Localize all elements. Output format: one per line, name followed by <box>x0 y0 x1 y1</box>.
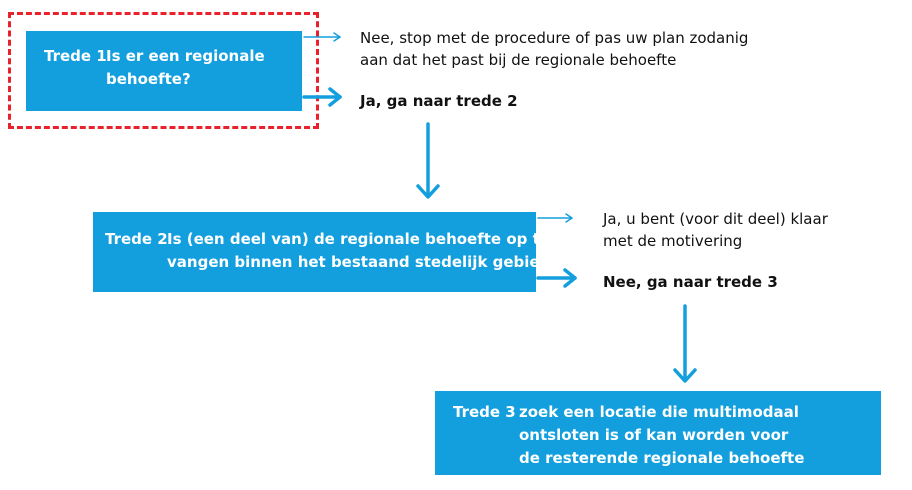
step1-question-line: Is er een regionale <box>106 47 265 65</box>
step2-question-line: Is (een deel van) de regionale behoefte op te <box>167 230 550 248</box>
arrow-step2-no <box>538 270 575 286</box>
arrow-down-to-step3 <box>675 306 695 381</box>
step1-question-line: behoefte? <box>106 70 191 88</box>
step3-question-line: de resterende regionale behoefte <box>519 449 805 467</box>
step2-number: Trede 2 <box>105 230 168 248</box>
arrow-step2-yes <box>538 214 572 222</box>
step2-question-line: vangen binnen het bestaand stedelijk gebied <box>167 253 551 271</box>
step1-no-answer-line: aan dat het past bij de regionale behoefte <box>360 51 677 69</box>
arrow-step1-yes <box>304 89 340 105</box>
step1-no-answer-line: Nee, stop met de procedure of pas uw plan zodanig <box>360 29 749 47</box>
arrow-step1-no <box>304 33 340 41</box>
step3-number: Trede 3 <box>453 403 516 421</box>
step2-yes-answer-line: Ja, u bent (voor dit deel) klaar <box>603 210 828 228</box>
step2-no-answer: Nee, ga naar trede 3 <box>603 273 778 291</box>
step1-number: Trede 1 <box>44 47 107 65</box>
step2-yes-answer-line: met de motivering <box>603 232 743 250</box>
step3-question-line: zoek een locatie die multimodaal <box>519 403 799 421</box>
arrow-down-to-step2 <box>418 124 438 197</box>
step1-yes-answer: Ja, ga naar trede 2 <box>360 92 518 110</box>
step3-question-line: ontsloten is of kan worden voor <box>519 426 789 444</box>
